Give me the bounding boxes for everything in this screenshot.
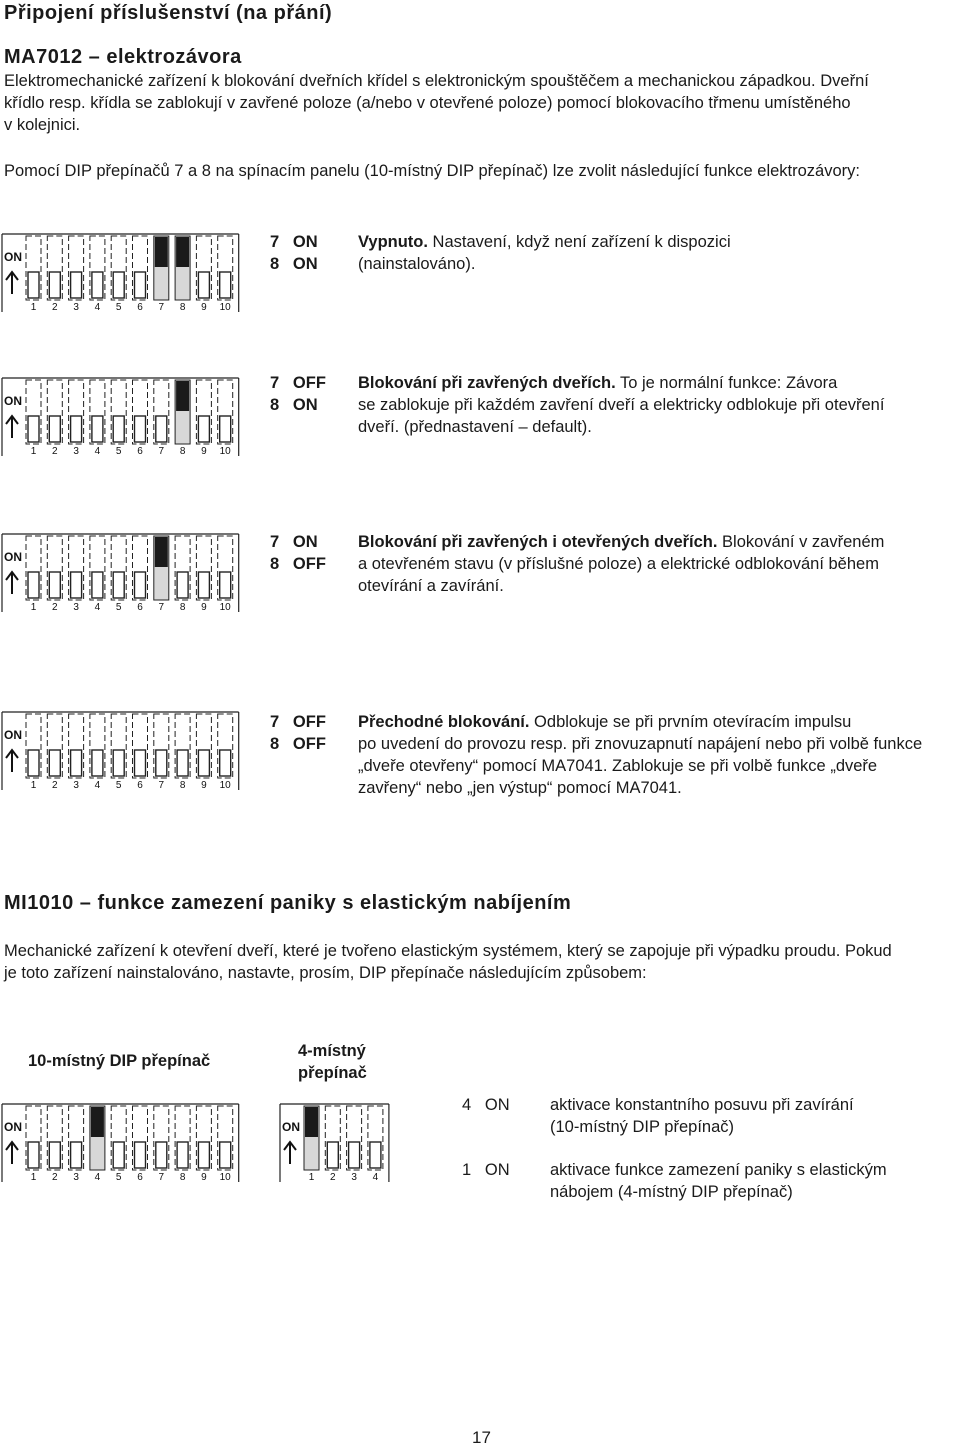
dip-switch-6: [133, 1106, 148, 1183]
switch-lever: [220, 750, 231, 776]
dip-switch-10: [218, 536, 233, 613]
switch-lever: [49, 572, 60, 598]
up-arrow-icon: [6, 750, 18, 772]
item-code: 1 ON: [462, 1161, 510, 1179]
dip-switch-10-diagram: [0, 230, 250, 316]
switch-lever: [198, 416, 209, 442]
dip-switch-10: [218, 1106, 233, 1183]
page-number: 17: [472, 1428, 491, 1447]
code-line: 8 OFF: [270, 555, 326, 573]
dip-switch-6: [133, 536, 148, 613]
dip-switch-10-diagram: [0, 1100, 250, 1186]
dip-switch-4: [90, 536, 105, 613]
dip-switch-9: [196, 236, 211, 313]
intro-line: křídlo resp. křídla se zablokují v zavřené poloze (a/nebo v otevřené poloze) pomocí blokovacího třmenu umístěného: [4, 94, 851, 112]
on-label: ON: [4, 394, 22, 408]
dip-switch-9: [196, 714, 211, 791]
dip-switch-7: [154, 714, 169, 791]
switch-lever: [135, 416, 146, 442]
dip-switch-9: [196, 1106, 211, 1183]
switch-number: 4: [94, 1172, 101, 1183]
mi1010-4-switch: [278, 1100, 398, 1191]
config-1-switch: [0, 230, 250, 321]
switch-lever: [28, 416, 39, 442]
code-line: 7 ON: [270, 533, 318, 551]
switch-number: 10: [219, 780, 231, 791]
label-10-switch: 10-místný DIP přepínač: [28, 1052, 211, 1070]
code-line: 8 ON: [270, 396, 318, 414]
dip-switch-10-diagram: [0, 530, 250, 616]
switch-lever: [71, 416, 82, 442]
switch-lever: [177, 1142, 188, 1168]
dip-switch-1: [26, 380, 41, 457]
switch-number: 8: [179, 602, 186, 613]
code-line: 7 ON: [270, 233, 318, 251]
config-1-codes: [270, 231, 318, 275]
switch-number: 1: [30, 602, 37, 613]
item-text: aktivace funkce zamezení paniky s elastickým: [550, 1161, 887, 1179]
config-2-switch: [0, 374, 250, 465]
switch-lever: [71, 1142, 82, 1168]
switch-lever: [92, 750, 103, 776]
up-arrow-icon: [284, 1142, 296, 1164]
dip-switch-3: [69, 714, 84, 791]
switch-number: 7: [158, 1172, 165, 1183]
code-line: 8 ON: [270, 255, 318, 273]
switch-lever: [113, 272, 124, 298]
dip-intro: Pomocí DIP přepínačů 7 a 8 na spínacím panelu (10-místný DIP přepínač) lze zvolit následující funkce elektrozávory:: [4, 162, 860, 180]
dip-switch-4: [368, 1106, 383, 1183]
switch-number: 1: [30, 780, 37, 791]
dip-switch-1: [304, 1106, 319, 1183]
label-line: 4-místný: [298, 1042, 366, 1060]
switch-number: 10: [219, 302, 231, 313]
dip-switch-1: [26, 714, 41, 791]
dip-switch-10-diagram: [0, 708, 250, 794]
switch-lever: [198, 750, 209, 776]
code-line: 7 OFF: [270, 374, 326, 392]
config-text: zavřeny“ nebo „jen výstup“ pomocí MA7041.: [358, 779, 682, 797]
intro-line: je toto zařízení nainstalováno, nastavte, prosím, DIP přepínače následujícím způsobem:: [4, 964, 647, 982]
label-line: přepínač: [298, 1064, 367, 1082]
switch-number: 9: [201, 302, 207, 313]
config-2-description: [358, 372, 958, 438]
dip-switch-7: [154, 236, 169, 313]
switch-number: 6: [137, 446, 143, 457]
switch-number: 5: [115, 446, 122, 457]
switch-lever: [176, 237, 189, 267]
switch-number: 5: [115, 602, 122, 613]
dip-switch-7: [154, 380, 169, 457]
dip-switch-5: [111, 380, 126, 457]
dip-switch-4-diagram: [278, 1100, 398, 1186]
switch-lever: [156, 750, 167, 776]
config-text: dveří. (přednastavení – default).: [358, 418, 592, 436]
switch-number: 8: [179, 302, 186, 313]
item-text: (10-místný DIP přepínač): [550, 1118, 735, 1136]
switch-lever: [28, 272, 39, 298]
switch-lever: [135, 1142, 146, 1168]
config-3-description: [358, 531, 958, 597]
switch-number: 4: [94, 602, 101, 613]
switch-lever: [92, 272, 103, 298]
config-text: a otevřeném stavu (v příslušné poloze) a elektrické odblokování během: [358, 555, 879, 573]
dip-switch-2: [47, 1106, 62, 1183]
switch-lever: [135, 272, 146, 298]
dip-switch-6: [133, 380, 148, 457]
config-text: Blokování v zavřeném: [717, 533, 885, 551]
on-label: ON: [282, 1120, 300, 1134]
switch-number: 3: [73, 1172, 79, 1183]
switch-lever: [220, 1142, 231, 1168]
switch-lever: [220, 272, 231, 298]
on-label: ON: [4, 250, 22, 264]
switch-number: 9: [201, 1172, 207, 1183]
switch-lever: [91, 1107, 104, 1137]
dip-switch-1: [26, 236, 41, 313]
switch-number: 7: [158, 780, 165, 791]
switch-lever: [71, 750, 82, 776]
mi1010-item-1-text: [550, 1094, 854, 1138]
switch-lever: [156, 1142, 167, 1168]
dip-switch-4: [90, 380, 105, 457]
switch-lever: [135, 750, 146, 776]
switch-number: 4: [94, 446, 101, 457]
on-label: ON: [4, 550, 22, 564]
switch-lever: [198, 272, 209, 298]
dip-switch-3: [69, 236, 84, 313]
dip-switch-6: [133, 236, 148, 313]
switch-lever: [49, 750, 60, 776]
mi1010-intro: [4, 940, 960, 984]
config-3-switch: [0, 530, 250, 621]
switch-lever: [198, 1142, 209, 1168]
switch-number: 1: [30, 446, 37, 457]
dip-switch-2: [47, 380, 62, 457]
switch-number: 1: [30, 1172, 37, 1183]
config-4-description: [358, 711, 958, 799]
up-arrow-icon: [6, 572, 18, 594]
switch-number: 5: [115, 1172, 122, 1183]
dip-switch-6: [133, 714, 148, 791]
ma7012-intro: [4, 70, 960, 136]
ma7012-title: MA7012 – elektrozávora: [4, 46, 242, 68]
switch-number: 2: [52, 602, 58, 613]
config-title: Blokování při zavřených dveřích.: [358, 374, 616, 392]
config-text: (nainstalováno).: [358, 255, 476, 273]
mi1010-10-switch: [0, 1100, 250, 1191]
switch-number: 5: [115, 302, 122, 313]
intro-line: v kolejnici.: [4, 116, 81, 134]
on-label: ON: [4, 728, 22, 742]
config-text: To je normální funkce: Závora: [615, 374, 838, 392]
switch-number: 10: [219, 446, 231, 457]
config-text: se zablokuje při každém zavření dveří a elektricky odblokuje při otevření: [358, 396, 885, 414]
switch-lever: [113, 416, 124, 442]
mi1010-item-2-code: [462, 1159, 510, 1181]
dip-switch-3: [69, 536, 84, 613]
dip-switch-8: [175, 236, 190, 313]
config-3-codes: [270, 531, 326, 575]
dip-switch-8: [175, 1106, 190, 1183]
switch-lever: [49, 416, 60, 442]
switch-lever: [92, 416, 103, 442]
switch-number: 2: [52, 1172, 58, 1183]
dip-switch-1: [26, 1106, 41, 1183]
dip-switch-5: [111, 236, 126, 313]
switch-number: 7: [158, 602, 165, 613]
switch-number: 2: [52, 302, 58, 313]
dip-switch-3: [347, 1106, 362, 1183]
switch-number: 1: [30, 302, 37, 313]
config-text: Odblokuje se při prvním otevíracím impulsu: [529, 713, 852, 731]
up-arrow-icon: [6, 1142, 18, 1164]
dip-switch-5: [111, 536, 126, 613]
dip-switch-7: [154, 1106, 169, 1183]
config-title: Blokování při zavřených i otevřených dveřích.: [358, 533, 718, 551]
item-code: 4 ON: [462, 1096, 510, 1114]
switch-number: 6: [137, 302, 143, 313]
switch-lever: [177, 572, 188, 598]
config-2-codes: [270, 372, 326, 416]
config-title: Vypnuto.: [358, 233, 428, 251]
switch-lever: [155, 537, 168, 567]
dip-switch-10: [218, 714, 233, 791]
switch-number: 3: [73, 446, 79, 457]
switch-number: 8: [179, 780, 186, 791]
intro-line: Elektromechanické zařízení k blokování dveřních křídel s elektronickým spouštěčem a mechanickou západkou. Dveřní: [4, 72, 869, 90]
dip-switch-7: [154, 536, 169, 613]
switch-number: 4: [94, 780, 101, 791]
switch-number: 9: [201, 602, 207, 613]
switch-number: 3: [73, 780, 79, 791]
switch-number: 7: [158, 446, 165, 457]
switch-lever: [49, 272, 60, 298]
config-text: Nastavení, když není zařízení k dispozici: [427, 233, 731, 251]
switch-lever: [49, 1142, 60, 1168]
on-label: ON: [4, 1120, 22, 1134]
config-text: po uvedení do provozu resp. při znovuzapnutí napájení nebo při volbě funkce: [358, 735, 923, 753]
switch-lever: [370, 1142, 381, 1168]
switch-number: 10: [219, 602, 231, 613]
dip-switch-1: [26, 536, 41, 613]
switch-lever: [28, 572, 39, 598]
switch-number: 5: [115, 780, 122, 791]
config-4-codes: [270, 711, 326, 755]
dip-switch-2: [47, 536, 62, 613]
switch-number: 6: [137, 780, 143, 791]
switch-lever: [156, 416, 167, 442]
intro-line: Mechanické zařízení k otevření dveří, které je tvořeno elastickým systémem, který se zapojuje při výpadku proudu. Pokud: [4, 942, 892, 960]
switch-number: 9: [201, 780, 207, 791]
switch-number: 9: [201, 446, 207, 457]
switch-number: 2: [52, 780, 58, 791]
switch-lever: [71, 572, 82, 598]
dip-switch-2: [47, 236, 62, 313]
page-heading: Připojení příslušenství (na přání): [4, 2, 333, 24]
switch-lever: [220, 572, 231, 598]
switch-lever: [92, 572, 103, 598]
dip-switch-3: [69, 1106, 84, 1183]
mi1010-item-1-code: [462, 1094, 510, 1116]
config-4-switch: [0, 708, 250, 799]
switch-lever: [28, 1142, 39, 1168]
config-text: „dveře otevřeny“ pomocí MA7041. Zablokuje se při volbě funkce „dveře: [358, 757, 878, 775]
switch-number: 8: [179, 446, 186, 457]
switch-number: 1: [308, 1172, 315, 1183]
switch-lever: [113, 750, 124, 776]
dip-switch-10-diagram: [0, 374, 250, 460]
dip-switch-2: [47, 714, 62, 791]
config-text: otevírání a zavírání.: [358, 577, 504, 595]
switch-number: 6: [137, 1172, 143, 1183]
switch-lever: [113, 1142, 124, 1168]
dip-switch-2: [325, 1106, 340, 1183]
dip-switch-9: [196, 536, 211, 613]
up-arrow-icon: [6, 272, 18, 294]
switch-number: 3: [73, 602, 79, 613]
dip-switch-8: [175, 380, 190, 457]
dip-switch-4: [90, 714, 105, 791]
switch-lever: [113, 572, 124, 598]
switch-lever: [327, 1142, 338, 1168]
switch-number: 3: [351, 1172, 357, 1183]
switch-lever: [28, 750, 39, 776]
dip-switch-10: [218, 236, 233, 313]
switch-lever: [176, 381, 189, 411]
switch-lever: [177, 750, 188, 776]
dip-switch-3: [69, 380, 84, 457]
mi1010-item-2-text: [550, 1159, 887, 1203]
switch-number: 3: [73, 302, 79, 313]
up-arrow-icon: [6, 416, 18, 438]
switch-lever: [135, 572, 146, 598]
switch-number: 2: [330, 1172, 336, 1183]
dip-switch-10: [218, 380, 233, 457]
switch-number: 2: [52, 446, 58, 457]
switch-number: 4: [94, 302, 101, 313]
config-title: Přechodné blokování.: [358, 713, 530, 731]
switch-lever: [198, 572, 209, 598]
dip-switch-5: [111, 714, 126, 791]
mi1010-title: MI1010 – funkce zamezení paniky s elastickým nabíjením: [4, 892, 572, 914]
switch-lever: [220, 416, 231, 442]
switch-lever: [349, 1142, 360, 1168]
switch-number: 6: [137, 602, 143, 613]
switch-lever: [305, 1107, 318, 1137]
switch-number: 4: [372, 1172, 379, 1183]
dip-switch-5: [111, 1106, 126, 1183]
dip-switch-8: [175, 536, 190, 613]
switch-number: 10: [219, 1172, 231, 1183]
dip-switch-4: [90, 236, 105, 313]
dip-switch-8: [175, 714, 190, 791]
dip-switch-9: [196, 380, 211, 457]
switch-number: 8: [179, 1172, 186, 1183]
label-4-switch: [298, 1040, 367, 1084]
switch-number: 7: [158, 302, 165, 313]
code-line: 8 OFF: [270, 735, 326, 753]
switch-lever: [71, 272, 82, 298]
item-text: nábojem (4-místný DIP přepínač): [550, 1183, 793, 1201]
item-text: aktivace konstantního posuvu při zavírání: [550, 1096, 854, 1114]
config-1-description: [358, 231, 958, 275]
switch-lever: [155, 237, 168, 267]
code-line: 7 OFF: [270, 713, 326, 731]
dip-switch-4: [90, 1106, 105, 1183]
